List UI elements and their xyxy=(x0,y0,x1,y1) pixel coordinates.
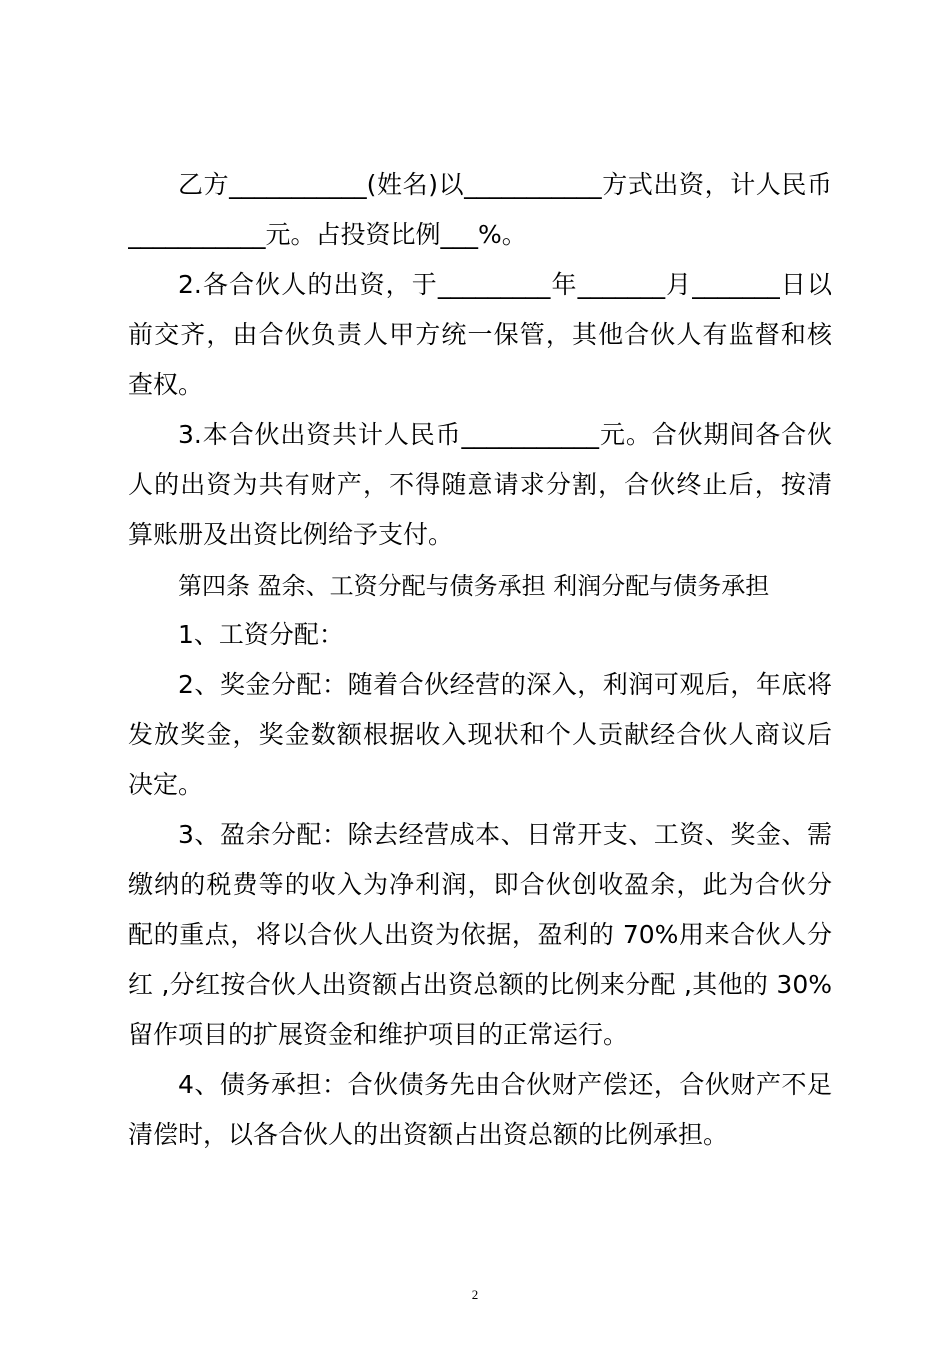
text-line: 红 ,分红按合伙人出资额占出资总额的比例来分配 ,其他的 30% xyxy=(128,970,832,999)
text-line: 发放奖金，奖金数额根据收入现状和个人贡献经合伙人商议后 xyxy=(128,720,832,749)
text-line: 清偿时，以各合伙人的出资额占出资总额的比例承担。 xyxy=(128,1120,729,1149)
page-number: 2 xyxy=(471,1287,479,1302)
text-line: 4、债务承担：合伙债务先由合伙财产偿还，合伙财产不足 xyxy=(178,1070,832,1099)
text-line: ___________元。占投资比例___%。 xyxy=(128,220,527,249)
text-line: 2、奖金分配：随着合伙经营的深入，利润可观后，年底将 xyxy=(178,670,832,699)
text-line: 决定。 xyxy=(128,770,204,799)
text-line: 3.本合伙出资共计人民币___________元。合伙期间各合伙 xyxy=(178,420,832,449)
text-line: 前交齐，由合伙负责人甲方统一保管，其他合伙人有监督和核 xyxy=(128,320,832,349)
text-line: 缴纳的税费等的收入为净利润，即合伙创收盈余，此为合伙分 xyxy=(128,870,832,899)
text-line: 人的出资为共有财产，不得随意请求分割，合伙终止后，按清 xyxy=(128,470,832,499)
text-line: 配的重点，将以合伙人出资为依据，盈利的 70%用来合伙人分 xyxy=(128,920,832,949)
section-heading: 第四条 盈余、工资分配与债务承担 利润分配与债务承担 xyxy=(178,572,770,600)
text-line: 算账册及出资比例给予支付。 xyxy=(128,520,454,549)
text-line: 留作项目的扩展资金和维护项目的正常运行。 xyxy=(128,1020,629,1049)
text-line: 乙方___________(姓名)以___________方式出资，计人民币 xyxy=(178,170,832,199)
text-line: 3、盈余分配：除去经营成本、日常开支、工资、奖金、需 xyxy=(178,820,832,849)
text-line: 1、工资分配： xyxy=(178,620,344,649)
text-line: 2.各合伙人的出资，于_________年_______月_______日以 xyxy=(178,270,832,299)
text-line: 查权。 xyxy=(128,370,204,399)
